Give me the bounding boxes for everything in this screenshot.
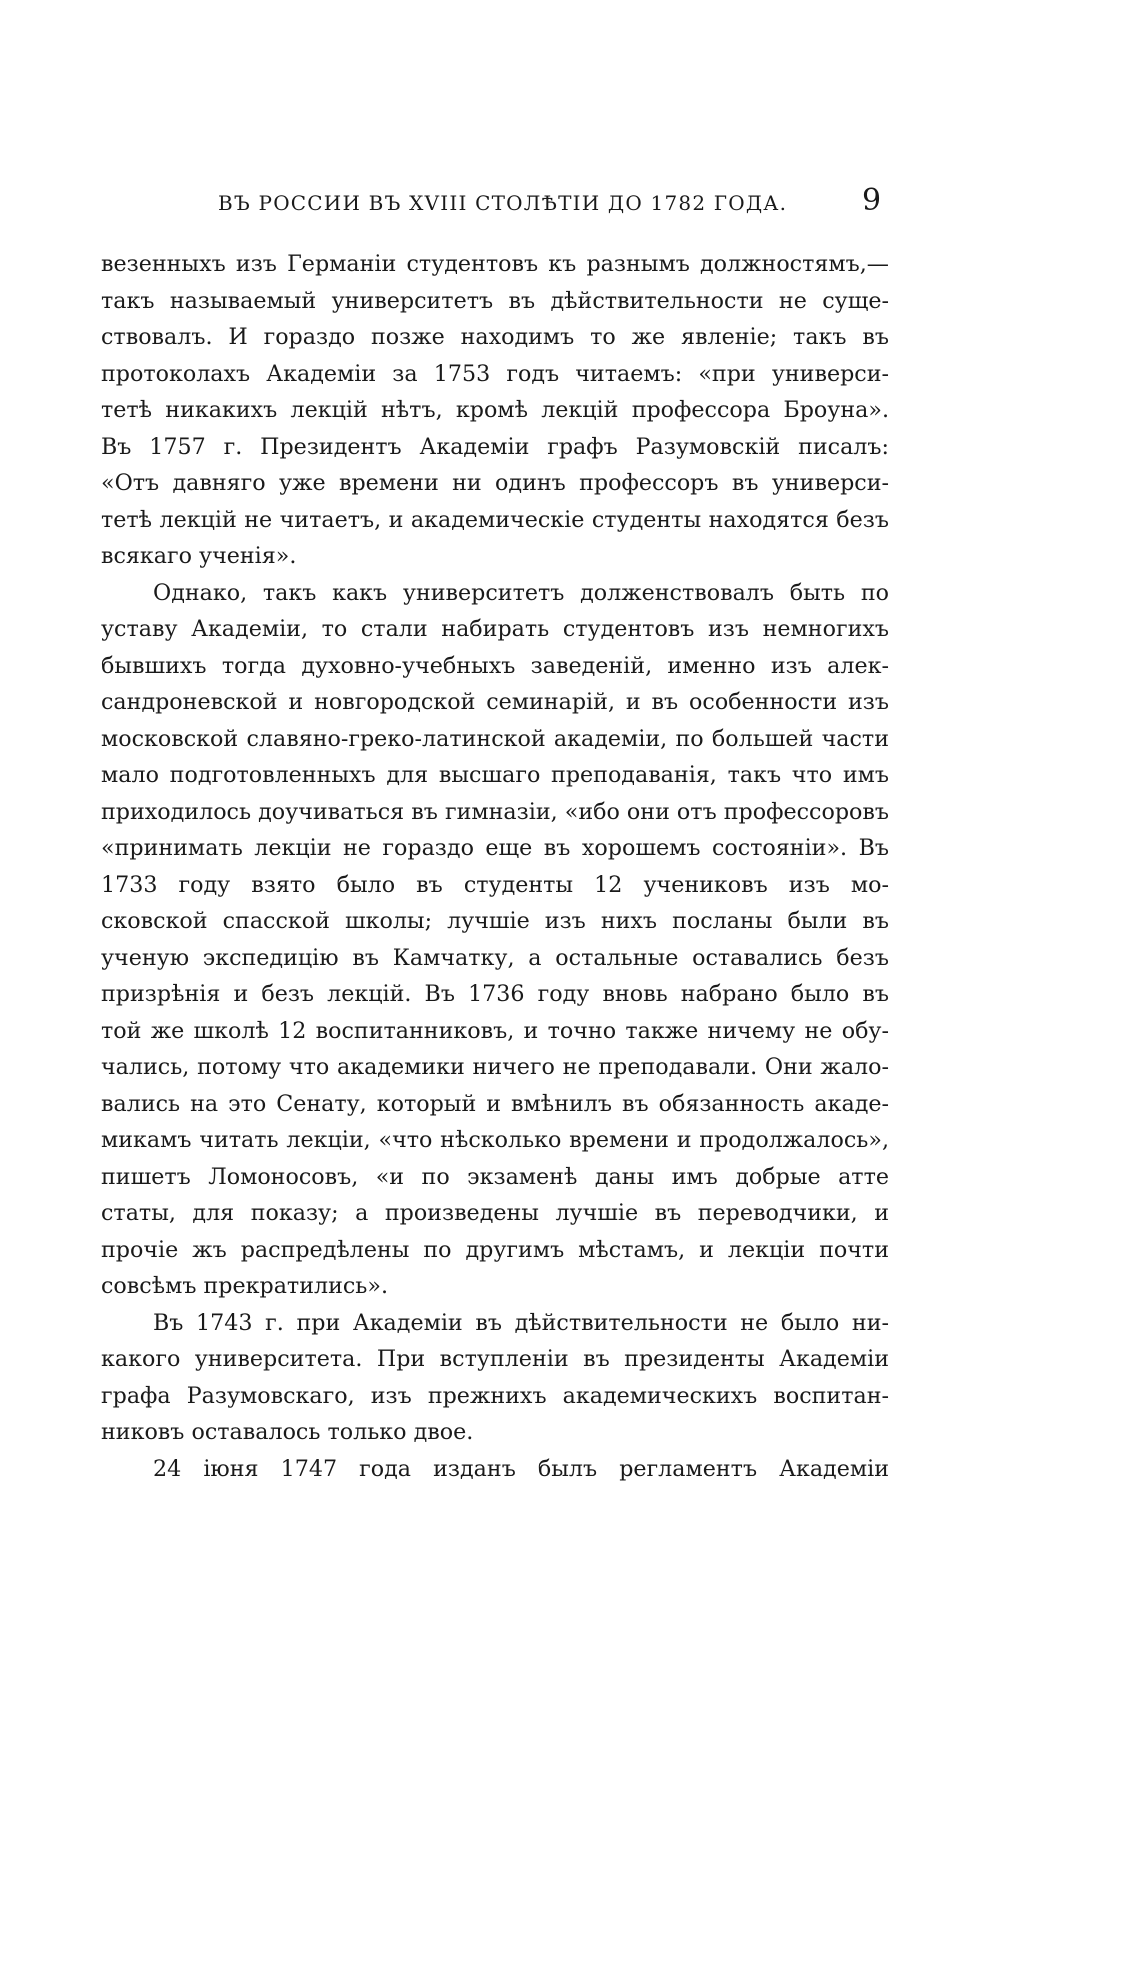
paragraph-2 — [101, 575, 889, 1305]
text-line: никовъ оставалось только двое. — [101, 1419, 474, 1445]
paragraph-4 — [101, 1451, 889, 1488]
text-line: протоколахъ Академіи за 1753 годъ читаемъ: «при универси- — [101, 360, 889, 387]
text-line: микамъ читать лекціи, «что нѣсколько времени и продолжалось», — [101, 1127, 889, 1153]
text-line: чались, потому что академики ничего не преподавали. Они жало- — [101, 1054, 889, 1080]
text-line: пишетъ Ломоносовъ, «и по экзаменѣ даны имъ добрые атте — [101, 1163, 889, 1190]
text-line: призрѣнія и безъ лекцій. Въ 1736 году вновь набрано было въ — [101, 981, 889, 1007]
text-line: статы, для показу; а произведены лучшіе въ переводчики, и — [101, 1200, 889, 1226]
text-line: совсѣмъ прекратились». — [101, 1273, 389, 1299]
text-line: 24 іюня 1747 года изданъ былъ регламентъ Академіи — [153, 1455, 889, 1482]
text-line: вались на это Сенату, который и вмѣнилъ въ обязанность акаде- — [101, 1090, 889, 1117]
text-line: везенныхъ изъ Германіи студентовъ къ разнымъ должностямъ,— — [101, 251, 889, 277]
text-line: той же школѣ 12 воспитанниковъ, и точно также ничему не обу- — [101, 1017, 889, 1044]
text-line: мало подготовленныхъ для высшаго преподаванія, такъ что имъ — [101, 762, 889, 788]
text-line: уставу Академіи, то стали набирать студентовъ изъ немногихъ — [101, 616, 889, 642]
text-line: какого университета. При вступленіи въ президенты Академіи — [101, 1346, 889, 1372]
page-number: 9 — [862, 183, 882, 218]
text-line: бывшихъ тогда духовно-учебныхъ заведеній, именно изъ алек- — [101, 652, 889, 679]
text-line: графа Разумовскаго, изъ прежнихъ академическихъ воспитан- — [101, 1382, 889, 1409]
text-line: ученую экспедицію въ Камчатку, а остальные оставались безъ — [101, 944, 889, 971]
text-line: такъ называемый университетъ въ дѣйствительности не суще- — [101, 287, 889, 314]
text-line: всякаго ученія». — [101, 543, 297, 569]
text-line: московской славяно-греко-латинской академіи, по большей части — [101, 725, 889, 752]
text-line: сандроневской и новгородской семинарій, и въ особенности изъ — [101, 689, 889, 715]
text-line: ствовалъ. И гораздо позже находимъ то же явленіе; такъ въ — [101, 324, 889, 350]
text-line: сковской спасской школы; лучшіе изъ нихъ посланы были въ — [101, 908, 889, 934]
text-line: «Отъ давняго уже времени ни одинъ профессоръ въ универси- — [101, 470, 889, 496]
text-line: Въ 1743 г. при Академіи въ дѣйствительности не было ни- — [153, 1309, 889, 1336]
text-line: Въ 1757 г. Президентъ Академіи графъ Разумовскій писалъ: — [101, 433, 889, 460]
text-line: прочіе жъ распредѣлены по другимъ мѣстамъ, и лекціи почти — [101, 1236, 889, 1263]
text-line: тетѣ никакихъ лекцій нѣтъ, кромѣ лекцій профессора Броуна». — [101, 397, 889, 423]
text-line: тетѣ лекцій не читаетъ, и академическіе студенты находятся безъ — [101, 506, 889, 533]
paragraph-3 — [101, 1305, 889, 1451]
body-text — [101, 246, 889, 1487]
paragraph-1 — [101, 246, 889, 575]
text-line: приходилось доучиваться въ гимназіи, «ибо они отъ профессоровъ — [101, 798, 889, 825]
text-line: Однако, такъ какъ университетъ долженствовалъ быть по — [153, 579, 889, 606]
text-line: «принимать лекціи не гораздо еще въ хорошемъ состояніи». Въ — [101, 835, 889, 861]
text-line: 1733 году взято было въ студенты 12 учениковъ изъ мо- — [101, 871, 889, 898]
running-head: ВЪ РОССИИ ВЪ XVIII СТОЛѢТІИ ДО 1782 ГОДА. — [218, 191, 788, 215]
